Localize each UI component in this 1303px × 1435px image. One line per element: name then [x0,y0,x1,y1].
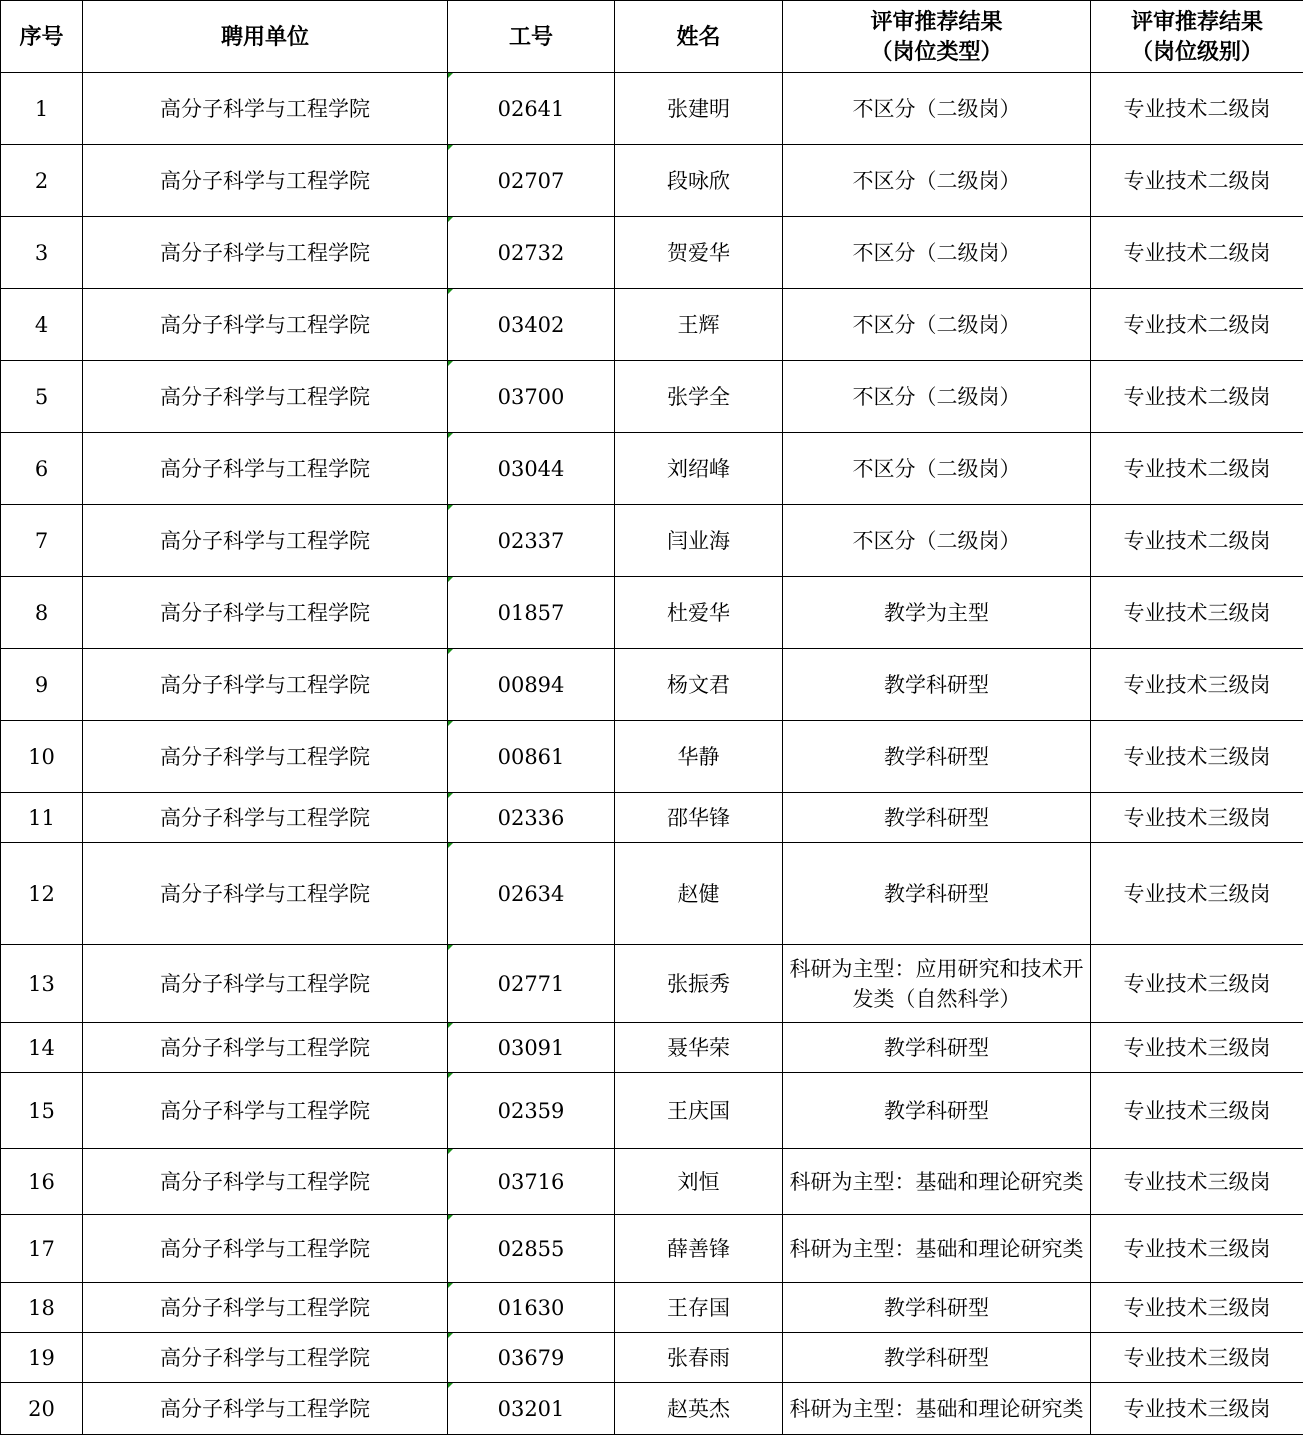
cell-name [615,73,783,145]
cell-staff-id-text: 02771 [498,969,565,999]
table-body [1,73,1303,1435]
cell-seq-text: 5 [35,382,48,412]
cell-name-text: 赵英杰 [667,1394,730,1424]
table-row [1,1073,1303,1149]
cell-position-type [783,1149,1091,1215]
text-format-marker-icon [448,433,453,438]
cell-name [615,945,783,1023]
cell-position-level-text: 专业技术三级岗 [1124,803,1271,833]
cell-name [615,1023,783,1073]
cell-unit-text: 高分子科学与工程学院 [160,969,370,999]
cell-unit [83,1215,448,1283]
cell-position-level [1091,433,1303,505]
cell-position-type [783,145,1091,217]
cell-staff-id-text: 02855 [498,1234,565,1264]
cell-position-type-text: 科研为主型：基础和理论研究类 [790,1234,1084,1264]
header-name: 姓名 [615,1,783,73]
cell-position-level-text: 专业技术二级岗 [1124,166,1271,196]
cell-position-level [1091,793,1303,843]
cell-unit [83,649,448,721]
cell-name [615,505,783,577]
cell-name [615,1149,783,1215]
cell-seq [1,217,83,289]
cell-position-type [783,721,1091,793]
cell-staff-id [448,217,615,289]
cell-unit [83,1383,448,1435]
table-row [1,793,1303,843]
table-row [1,1149,1303,1215]
cell-unit-text: 高分子科学与工程学院 [160,1343,370,1373]
cell-name [615,433,783,505]
cell-name-text: 贺爱华 [667,238,730,268]
cell-unit [83,73,448,145]
cell-unit-text: 高分子科学与工程学院 [160,742,370,772]
cell-position-level-text: 专业技术三级岗 [1124,1293,1271,1323]
cell-position-level [1091,721,1303,793]
cell-position-type-text: 不区分（二级岗） [853,454,1021,484]
cell-name-text: 王辉 [678,310,720,340]
cell-name [615,577,783,649]
header-row [1,1,1303,73]
cell-name-text: 张振秀 [667,969,730,999]
cell-seq-text: 7 [35,526,48,556]
cell-position-type [783,793,1091,843]
cell-position-type [783,945,1091,1023]
cell-position-type [783,361,1091,433]
cell-seq [1,793,83,843]
text-format-marker-icon [448,843,453,848]
cell-position-level-text: 专业技术二级岗 [1124,238,1271,268]
cell-position-type-text: 科研为主型：应用研究和技术开发类（自然科学） [789,954,1084,1014]
cell-seq-text: 12 [28,879,55,909]
cell-name [615,721,783,793]
table-row [1,73,1303,145]
cell-position-level [1091,649,1303,721]
text-format-marker-icon [448,217,453,222]
cell-staff-id [448,843,615,945]
header-position-type-line1: 评审推荐结果 [789,7,1084,37]
text-format-marker-icon [448,793,453,798]
cell-seq-text: 11 [28,803,55,833]
table-row [1,945,1303,1023]
cell-seq [1,289,83,361]
cell-unit-text: 高分子科学与工程学院 [160,598,370,628]
cell-position-level [1091,1333,1303,1383]
cell-unit-text: 高分子科学与工程学院 [160,526,370,556]
cell-name [615,1073,783,1149]
header-staff-id: 工号 [448,1,615,73]
cell-position-type [783,1023,1091,1073]
cell-staff-id-text: 02732 [498,238,565,268]
cell-seq-text: 17 [28,1234,55,1264]
header-position-type-line2: （岗位类型） [789,37,1084,67]
text-format-marker-icon [448,577,453,582]
cell-position-type [783,73,1091,145]
cell-name-text: 杨文君 [667,670,730,700]
cell-staff-id [448,1383,615,1435]
header-position-level-line1: 评审推荐结果 [1097,7,1297,37]
cell-position-type-text: 教学科研型 [884,1096,989,1126]
cell-unit [83,1149,448,1215]
cell-position-level [1091,73,1303,145]
table-row [1,1383,1303,1435]
cell-name [615,361,783,433]
text-format-marker-icon [448,1023,453,1028]
cell-position-type-text: 教学科研型 [884,1033,989,1063]
cell-staff-id-text: 02359 [498,1096,565,1126]
cell-seq-text: 4 [35,310,48,340]
cell-staff-id [448,505,615,577]
table-row [1,721,1303,793]
cell-staff-id [448,145,615,217]
cell-position-type-text: 教学为主型 [884,598,989,628]
cell-unit-text: 高分子科学与工程学院 [160,94,370,124]
cell-name-text: 王庆国 [667,1096,730,1126]
cell-staff-id-text: 02707 [498,166,565,196]
table-row [1,289,1303,361]
cell-position-type [783,1283,1091,1333]
text-format-marker-icon [448,721,453,726]
table-row [1,649,1303,721]
table-row [1,145,1303,217]
cell-unit [83,721,448,793]
cell-position-level [1091,1215,1303,1283]
cell-name-text: 薛善锋 [667,1234,730,1264]
cell-staff-id-text: 03716 [498,1167,565,1197]
cell-position-type-text: 教学科研型 [884,1293,989,1323]
cell-staff-id-text: 02336 [498,803,565,833]
cell-position-level-text: 专业技术三级岗 [1124,598,1271,628]
cell-position-level [1091,217,1303,289]
cell-name-text: 王存国 [667,1293,730,1323]
table-row [1,843,1303,945]
table-row [1,1215,1303,1283]
cell-seq-text: 15 [28,1096,55,1126]
text-format-marker-icon [448,1283,453,1288]
cell-position-type-text: 教学科研型 [884,803,989,833]
cell-position-level [1091,361,1303,433]
cell-unit [83,1023,448,1073]
cell-unit-text: 高分子科学与工程学院 [160,382,370,412]
cell-position-level [1091,577,1303,649]
text-format-marker-icon [448,945,453,950]
cell-staff-id-text: 03201 [498,1394,565,1424]
cell-unit [83,945,448,1023]
cell-position-level-text: 专业技术三级岗 [1124,1096,1271,1126]
cell-seq [1,721,83,793]
cell-seq-text: 14 [28,1033,55,1063]
cell-seq [1,1149,83,1215]
text-format-marker-icon [448,649,453,654]
cell-name-text: 华静 [678,742,720,772]
cell-unit [83,577,448,649]
cell-position-level-text: 专业技术二级岗 [1124,310,1271,340]
cell-position-type-text: 教学科研型 [884,879,989,909]
cell-seq [1,1333,83,1383]
cell-name-text: 邵华锋 [667,803,730,833]
cell-position-level [1091,1073,1303,1149]
text-format-marker-icon [448,289,453,294]
cell-staff-id-text: 00861 [498,742,565,772]
cell-seq-text: 10 [28,742,55,772]
cell-staff-id [448,433,615,505]
cell-position-level-text: 专业技术三级岗 [1124,1033,1271,1063]
cell-seq-text: 20 [28,1394,55,1424]
cell-staff-id-text: 02634 [498,879,565,909]
cell-seq-text: 1 [35,94,48,124]
cell-staff-id-text: 02641 [498,94,565,124]
cell-staff-id [448,1333,615,1383]
cell-seq [1,433,83,505]
cell-staff-id-text: 03091 [498,1033,565,1063]
cell-unit-text: 高分子科学与工程学院 [160,1293,370,1323]
cell-position-level [1091,843,1303,945]
cell-unit [83,843,448,945]
cell-seq-text: 8 [35,598,48,628]
cell-unit [83,1333,448,1383]
text-format-marker-icon [448,361,453,366]
cell-unit [83,217,448,289]
text-format-marker-icon [448,1333,453,1338]
header-position-type [783,1,1091,73]
cell-staff-id-text: 01857 [498,598,565,628]
cell-position-level [1091,505,1303,577]
cell-position-type [783,1333,1091,1383]
cell-position-level [1091,1383,1303,1435]
cell-position-type [783,1073,1091,1149]
cell-seq [1,1023,83,1073]
cell-unit [83,1283,448,1333]
cell-staff-id [448,793,615,843]
cell-position-level-text: 专业技术三级岗 [1124,742,1271,772]
cell-seq [1,843,83,945]
cell-position-level [1091,1283,1303,1333]
table-row [1,1023,1303,1073]
cell-unit-text: 高分子科学与工程学院 [160,238,370,268]
text-format-marker-icon [448,73,453,78]
cell-seq [1,945,83,1023]
cell-position-level-text: 专业技术三级岗 [1124,1234,1271,1264]
header-seq: 序号 [1,1,83,73]
cell-position-type-text: 不区分（二级岗） [853,526,1021,556]
cell-name-text: 闫业海 [667,526,730,556]
cell-seq [1,577,83,649]
text-format-marker-icon [448,1149,453,1154]
cell-seq [1,649,83,721]
cell-seq-text: 18 [28,1293,55,1323]
cell-staff-id [448,1215,615,1283]
cell-name [615,1383,783,1435]
cell-name [615,1333,783,1383]
cell-unit-text: 高分子科学与工程学院 [160,310,370,340]
cell-name-text: 刘绍峰 [667,454,730,484]
cell-position-level [1091,145,1303,217]
cell-position-type [783,1215,1091,1283]
cell-seq [1,505,83,577]
cell-position-type [783,649,1091,721]
cell-staff-id-text: 03700 [498,382,565,412]
cell-position-level [1091,289,1303,361]
cell-position-type [783,843,1091,945]
cell-seq-text: 3 [35,238,48,268]
cell-seq-text: 9 [35,670,48,700]
cell-unit-text: 高分子科学与工程学院 [160,670,370,700]
cell-name [615,793,783,843]
cell-position-level-text: 专业技术三级岗 [1124,1394,1271,1424]
cell-unit [83,289,448,361]
cell-name [615,649,783,721]
cell-position-type-text: 教学科研型 [884,1343,989,1373]
cell-staff-id-text: 03402 [498,310,565,340]
table-row [1,217,1303,289]
cell-seq [1,1215,83,1283]
cell-unit [83,361,448,433]
cell-staff-id-text: 01630 [498,1293,565,1323]
cell-position-type [783,577,1091,649]
cell-name-text: 赵健 [678,879,720,909]
cell-unit [83,793,448,843]
cell-position-type-text: 不区分（二级岗） [853,166,1021,196]
cell-position-type [783,433,1091,505]
cell-staff-id [448,289,615,361]
header-position-level [1091,1,1303,73]
cell-staff-id [448,1283,615,1333]
table-row [1,433,1303,505]
cell-name [615,843,783,945]
table-row [1,361,1303,433]
cell-staff-id-text: 03679 [498,1343,565,1373]
cell-unit-text: 高分子科学与工程学院 [160,803,370,833]
table-row [1,505,1303,577]
cell-unit-text: 高分子科学与工程学院 [160,1234,370,1264]
cell-unit-text: 高分子科学与工程学院 [160,879,370,909]
cell-staff-id [448,73,615,145]
cell-staff-id-text: 00894 [498,670,565,700]
text-format-marker-icon [448,1215,453,1220]
cell-seq [1,1283,83,1333]
cell-seq [1,1073,83,1149]
cell-name [615,1283,783,1333]
cell-position-type [783,505,1091,577]
cell-position-type-text: 教学科研型 [884,742,989,772]
cell-staff-id [448,721,615,793]
cell-seq-text: 13 [28,969,55,999]
cell-unit [83,145,448,217]
cell-position-level-text: 专业技术二级岗 [1124,382,1271,412]
cell-unit-text: 高分子科学与工程学院 [160,454,370,484]
cell-name-text: 张学全 [667,382,730,412]
cell-staff-id [448,945,615,1023]
cell-position-level-text: 专业技术三级岗 [1124,1343,1271,1373]
text-format-marker-icon [448,1073,453,1078]
cell-staff-id [448,361,615,433]
cell-position-type [783,217,1091,289]
cell-position-level-text: 专业技术二级岗 [1124,454,1271,484]
cell-seq-text: 2 [35,166,48,196]
cell-position-level-text: 专业技术三级岗 [1124,1167,1271,1197]
cell-staff-id [448,1149,615,1215]
cell-name-text: 段咏欣 [667,166,730,196]
cell-staff-id-text: 03044 [498,454,565,484]
cell-seq [1,1383,83,1435]
table-row [1,1283,1303,1333]
cell-staff-id [448,1023,615,1073]
cell-name-text: 张春雨 [667,1343,730,1373]
cell-seq-text: 6 [35,454,48,484]
cell-position-type-text: 教学科研型 [884,670,989,700]
table-row [1,577,1303,649]
cell-staff-id [448,577,615,649]
cell-seq [1,361,83,433]
cell-name [615,289,783,361]
cell-unit-text: 高分子科学与工程学院 [160,1033,370,1063]
cell-seq [1,145,83,217]
cell-position-level-text: 专业技术三级岗 [1124,879,1271,909]
cell-position-type-text: 不区分（二级岗） [853,238,1021,268]
cell-name-text: 聂华荣 [667,1033,730,1063]
cell-unit-text: 高分子科学与工程学院 [160,1167,370,1197]
cell-position-level [1091,1149,1303,1215]
header-unit: 聘用单位 [83,1,448,73]
text-format-marker-icon [448,1383,453,1388]
cell-position-type-text: 科研为主型：基础和理论研究类 [790,1167,1084,1197]
cell-unit-text: 高分子科学与工程学院 [160,1394,370,1424]
cell-position-level [1091,1023,1303,1073]
cell-seq-text: 19 [28,1343,55,1373]
table-row [1,1333,1303,1383]
cell-unit-text: 高分子科学与工程学院 [160,1096,370,1126]
cell-position-level-text: 专业技术二级岗 [1124,94,1271,124]
cell-position-type-text: 科研为主型：基础和理论研究类 [790,1394,1084,1424]
cell-unit-text: 高分子科学与工程学院 [160,166,370,196]
cell-position-level-text: 专业技术三级岗 [1124,969,1271,999]
cell-seq [1,73,83,145]
cell-seq-text: 16 [28,1167,55,1197]
cell-name [615,217,783,289]
cell-name-text: 刘恒 [678,1167,720,1197]
cell-name-text: 张建明 [667,94,730,124]
cell-unit [83,505,448,577]
cell-unit [83,1073,448,1149]
header-position-level-line2: （岗位级别） [1097,37,1297,67]
cell-staff-id [448,1073,615,1149]
cell-position-level-text: 专业技术三级岗 [1124,670,1271,700]
cell-name [615,145,783,217]
cell-position-type-text: 不区分（二级岗） [853,382,1021,412]
cell-name-text: 杜爱华 [667,598,730,628]
cell-unit [83,433,448,505]
cell-position-type-text: 不区分（二级岗） [853,310,1021,340]
cell-position-type-text: 不区分（二级岗） [853,94,1021,124]
cell-position-type [783,1383,1091,1435]
text-format-marker-icon [448,145,453,150]
cell-staff-id [448,649,615,721]
text-format-marker-icon [448,505,453,510]
cell-name [615,1215,783,1283]
cell-position-level [1091,945,1303,1023]
cell-staff-id-text: 02337 [498,526,565,556]
cell-position-level-text: 专业技术二级岗 [1124,526,1271,556]
cell-position-type [783,289,1091,361]
